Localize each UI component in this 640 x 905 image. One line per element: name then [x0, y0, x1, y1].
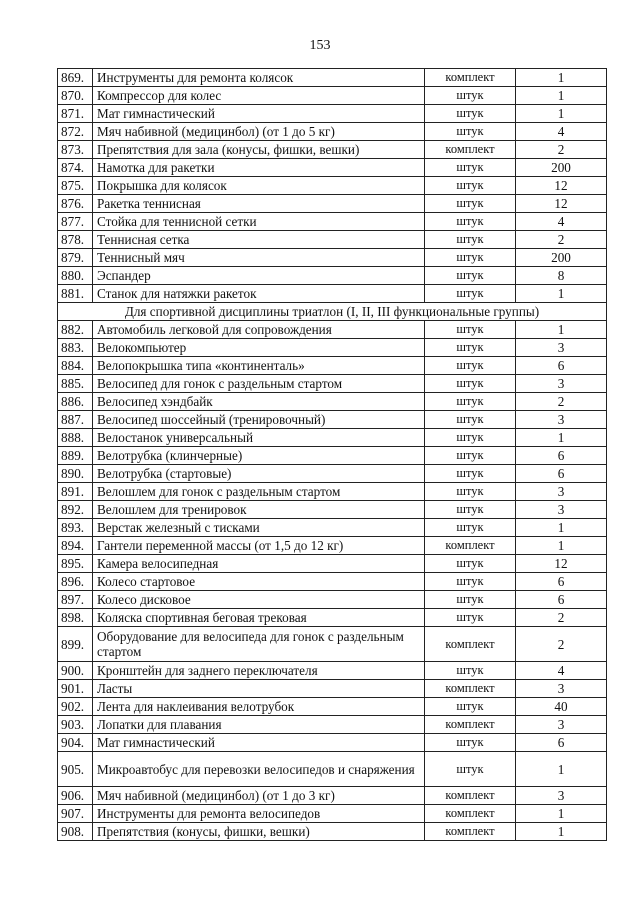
table-row [58, 105, 607, 123]
item-name: Коляска спортивная беговая трековая [93, 609, 425, 627]
item-unit: штук [425, 375, 516, 393]
table-row [58, 555, 607, 573]
item-quantity: 6 [516, 465, 607, 483]
row-number: 886. [58, 393, 93, 411]
item-name: Автомобиль легковой для сопровождения [93, 321, 425, 339]
item-quantity: 3 [516, 680, 607, 698]
item-unit: штук [425, 213, 516, 231]
item-quantity: 2 [516, 231, 607, 249]
item-name: Инструменты для ремонта колясок [93, 69, 425, 87]
row-number: 889. [58, 447, 93, 465]
row-number: 900. [58, 662, 93, 680]
item-name: Велотрубка (стартовые) [93, 465, 425, 483]
item-unit: штук [425, 339, 516, 357]
item-unit: комплект [425, 823, 516, 841]
table-row [58, 609, 607, 627]
item-name: Препятствия (конусы, фишки, вешки) [93, 823, 425, 841]
table-row [58, 123, 607, 141]
item-name: Мат гимнастический [93, 734, 425, 752]
row-number: 880. [58, 267, 93, 285]
item-unit: штук [425, 285, 516, 303]
table-row [58, 662, 607, 680]
table-row [58, 141, 607, 159]
item-unit: штук [425, 609, 516, 627]
row-number: 896. [58, 573, 93, 591]
table-row [58, 698, 607, 716]
item-quantity: 3 [516, 411, 607, 429]
item-quantity: 6 [516, 447, 607, 465]
row-number: 876. [58, 195, 93, 213]
item-name: Лента для наклеивания велотрубок [93, 698, 425, 716]
row-number: 893. [58, 519, 93, 537]
item-quantity: 2 [516, 627, 607, 662]
item-unit: штук [425, 429, 516, 447]
item-unit: штук [425, 105, 516, 123]
item-unit: штук [425, 698, 516, 716]
table-row [58, 787, 607, 805]
table-row [58, 339, 607, 357]
equipment-table [57, 68, 607, 841]
item-unit: штук [425, 752, 516, 787]
item-unit: штук [425, 501, 516, 519]
table-row [58, 734, 607, 752]
item-quantity: 3 [516, 787, 607, 805]
row-number: 883. [58, 339, 93, 357]
row-number: 887. [58, 411, 93, 429]
item-unit: комплект [425, 787, 516, 805]
table-row [58, 69, 607, 87]
table-row [58, 177, 607, 195]
item-name: Велосипед хэндбайк [93, 393, 425, 411]
item-quantity: 1 [516, 805, 607, 823]
item-quantity: 12 [516, 177, 607, 195]
row-number: 873. [58, 141, 93, 159]
item-quantity: 200 [516, 249, 607, 267]
table-row [58, 501, 607, 519]
table-row [58, 411, 607, 429]
item-unit: штук [425, 249, 516, 267]
row-number: 881. [58, 285, 93, 303]
row-number: 894. [58, 537, 93, 555]
table-row [58, 627, 607, 662]
item-quantity: 1 [516, 537, 607, 555]
table-body [58, 69, 607, 841]
item-name: Кронштейн для заднего переключателя [93, 662, 425, 680]
item-name: Велотрубка (клинчерные) [93, 447, 425, 465]
item-name: Мяч набивной (медицинбол) (от 1 до 3 кг) [93, 787, 425, 805]
item-unit: штук [425, 555, 516, 573]
item-quantity: 1 [516, 69, 607, 87]
item-quantity: 4 [516, 213, 607, 231]
table-row [58, 537, 607, 555]
row-number: 884. [58, 357, 93, 375]
row-number: 908. [58, 823, 93, 841]
item-unit: штук [425, 87, 516, 105]
item-quantity: 6 [516, 734, 607, 752]
item-name: Ласты [93, 680, 425, 698]
table-row [58, 483, 607, 501]
table-row [58, 519, 607, 537]
item-unit: штук [425, 123, 516, 141]
item-quantity: 6 [516, 357, 607, 375]
item-name: Стойка для теннисной сетки [93, 213, 425, 231]
item-quantity: 3 [516, 716, 607, 734]
item-quantity: 1 [516, 321, 607, 339]
table-row [58, 752, 607, 787]
table-row [58, 87, 607, 105]
item-name: Теннисная сетка [93, 231, 425, 249]
item-unit: штук [425, 662, 516, 680]
item-name: Колесо стартовое [93, 573, 425, 591]
item-unit: штук [425, 357, 516, 375]
item-name: Колесо дисковое [93, 591, 425, 609]
table-row [58, 357, 607, 375]
row-number: 901. [58, 680, 93, 698]
item-quantity: 2 [516, 393, 607, 411]
item-quantity: 3 [516, 375, 607, 393]
item-unit: комплект [425, 627, 516, 662]
item-name: Велошлем для тренировок [93, 501, 425, 519]
item-name: Лопатки для плавания [93, 716, 425, 734]
item-unit: штук [425, 195, 516, 213]
item-quantity: 12 [516, 555, 607, 573]
table-row [58, 249, 607, 267]
row-number: 895. [58, 555, 93, 573]
item-unit: комплект [425, 805, 516, 823]
item-unit: штук [425, 465, 516, 483]
row-number: 898. [58, 609, 93, 627]
table-row [58, 285, 607, 303]
item-quantity: 3 [516, 483, 607, 501]
item-name: Эспандер [93, 267, 425, 285]
item-unit: штук [425, 321, 516, 339]
row-number: 888. [58, 429, 93, 447]
item-quantity: 1 [516, 285, 607, 303]
table-row [58, 321, 607, 339]
item-unit: штук [425, 447, 516, 465]
row-number: 869. [58, 69, 93, 87]
row-number: 882. [58, 321, 93, 339]
row-number: 892. [58, 501, 93, 519]
table-row [58, 716, 607, 734]
item-quantity: 2 [516, 141, 607, 159]
item-quantity: 8 [516, 267, 607, 285]
item-unit: комплект [425, 680, 516, 698]
row-number: 875. [58, 177, 93, 195]
row-number: 874. [58, 159, 93, 177]
row-number: 871. [58, 105, 93, 123]
table-row [58, 195, 607, 213]
item-name: Велосипед шоссейный (тренировочный) [93, 411, 425, 429]
item-quantity: 2 [516, 609, 607, 627]
table-row [58, 591, 607, 609]
table-row [58, 465, 607, 483]
table-row [58, 213, 607, 231]
item-quantity: 3 [516, 501, 607, 519]
row-number: 903. [58, 716, 93, 734]
item-unit: комплект [425, 716, 516, 734]
item-quantity: 40 [516, 698, 607, 716]
row-number: 905. [58, 752, 93, 787]
item-quantity: 6 [516, 591, 607, 609]
row-number: 877. [58, 213, 93, 231]
item-name: Велостанок универсальный [93, 429, 425, 447]
item-unit: штук [425, 231, 516, 249]
item-quantity: 1 [516, 87, 607, 105]
row-number: 879. [58, 249, 93, 267]
row-number: 904. [58, 734, 93, 752]
item-unit: штук [425, 519, 516, 537]
row-number: 902. [58, 698, 93, 716]
row-number: 885. [58, 375, 93, 393]
item-name: Покрышка для колясок [93, 177, 425, 195]
table-row [58, 159, 607, 177]
item-name: Велосипед для гонок с раздельным стартом [93, 375, 425, 393]
row-number: 897. [58, 591, 93, 609]
item-unit: комплект [425, 69, 516, 87]
item-unit: штук [425, 267, 516, 285]
table-row [58, 680, 607, 698]
row-number: 907. [58, 805, 93, 823]
item-name: Велокомпьютер [93, 339, 425, 357]
item-quantity: 1 [516, 519, 607, 537]
item-name: Ракетка теннисная [93, 195, 425, 213]
item-name: Микроавтобус для перевозки велосипедов и снаряжения [93, 752, 425, 787]
item-unit: комплект [425, 537, 516, 555]
table-row [58, 375, 607, 393]
item-unit: штук [425, 393, 516, 411]
row-number: 899. [58, 627, 93, 662]
item-quantity: 1 [516, 105, 607, 123]
item-name: Оборудование для велосипеда для гонок с раздельным стартом [93, 627, 425, 662]
item-unit: комплект [425, 141, 516, 159]
page-number: 153 [309, 38, 331, 53]
item-name: Велопокрышка типа «континенталь» [93, 357, 425, 375]
table-row [58, 429, 607, 447]
item-quantity: 200 [516, 159, 607, 177]
table-row [58, 823, 607, 841]
row-number: 870. [58, 87, 93, 105]
item-unit: штук [425, 177, 516, 195]
item-unit: штук [425, 734, 516, 752]
item-unit: штук [425, 483, 516, 501]
item-name: Гантели переменной массы (от 1,5 до 12 кг) [93, 537, 425, 555]
item-unit: штук [425, 573, 516, 591]
item-name: Компрессор для колес [93, 87, 425, 105]
item-quantity: 4 [516, 662, 607, 680]
item-name: Станок для натяжки ракеток [93, 285, 425, 303]
row-number: 872. [58, 123, 93, 141]
item-name: Мат гимнастический [93, 105, 425, 123]
item-unit: штук [425, 591, 516, 609]
item-quantity: 1 [516, 429, 607, 447]
item-quantity: 6 [516, 573, 607, 591]
item-name: Верстак железный с тисками [93, 519, 425, 537]
table-row [58, 573, 607, 591]
table-row [58, 231, 607, 249]
item-name: Намотка для ракетки [93, 159, 425, 177]
item-name: Инструменты для ремонта велосипедов [93, 805, 425, 823]
row-number: 906. [58, 787, 93, 805]
item-unit: штук [425, 411, 516, 429]
item-quantity: 1 [516, 752, 607, 787]
item-name: Камера велосипедная [93, 555, 425, 573]
item-name: Препятствия для зала (конусы, фишки, вешки) [93, 141, 425, 159]
row-number: 878. [58, 231, 93, 249]
item-name: Велошлем для гонок с раздельным стартом [93, 483, 425, 501]
row-number: 891. [58, 483, 93, 501]
row-number: 890. [58, 465, 93, 483]
table-row [58, 267, 607, 285]
item-unit: штук [425, 159, 516, 177]
section-title: Для спортивной дисциплины триатлон (I, II, III функциональные группы) [58, 303, 607, 321]
item-quantity: 12 [516, 195, 607, 213]
table-row [58, 805, 607, 823]
item-quantity: 4 [516, 123, 607, 141]
item-name: Мяч набивной (медицинбол) (от 1 до 5 кг) [93, 123, 425, 141]
item-quantity: 1 [516, 823, 607, 841]
section-row [58, 303, 607, 321]
item-name: Теннисный мяч [93, 249, 425, 267]
table-row [58, 393, 607, 411]
item-quantity: 3 [516, 339, 607, 357]
table-row [58, 447, 607, 465]
